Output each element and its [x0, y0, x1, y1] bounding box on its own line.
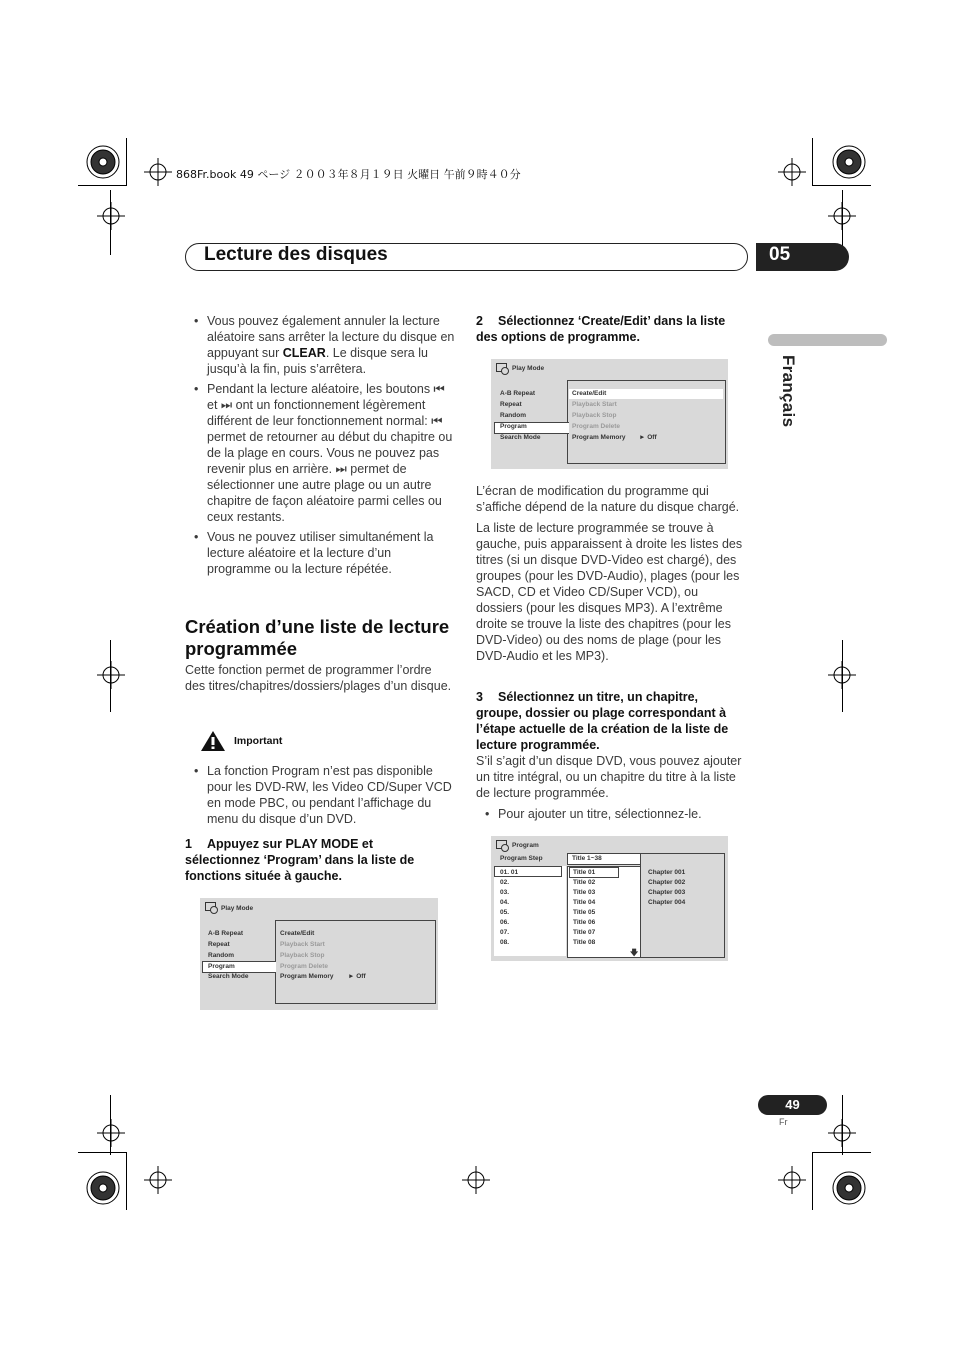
list-item: • Pendant la lecture aléatoire, les boutons ⏮ et ⏭ ont un fonctionnement légèrement différent de leur fonctionnement normal: ⏮ permet de retourner au début du chapitre ou de la plage en cours. Vous ne pouvez pas revenir plus en arrière. ⏭ permet de sélectionner une autre plage ou un autre chapitre de façon aléatoire parmi celles ou ceux restants.	[185, 381, 455, 525]
menu-item-repeat: Repeat	[208, 941, 230, 948]
option-playback-stop: Playback Stop	[572, 412, 617, 419]
option-playback-stop: Playback Stop	[280, 952, 325, 959]
step-3: 3 Sélectionnez un titre, un chapitre, groupe, dossier ou plage correspondant à l’étape actuelle de la création de la liste de lecture programmée.	[476, 690, 729, 752]
list-item: • Vous pouvez également annuler la lecture aléatoire sans arrêter la lecture du disque en appuyant sur CLEAR. Le disque sera lu jusqu’à la fin, puis s’arrêtera.	[185, 313, 455, 377]
list-item: 05.	[500, 909, 510, 916]
menu-item-ab-repeat: A-B Repeat	[500, 390, 536, 397]
list-item: Title 02	[573, 879, 596, 886]
step-1: 1 Appuyez sur PLAY MODE et sélectionnez ‘Program’ dans la liste de fonctions située à gauche.	[185, 837, 415, 883]
option-playback-start: Playback Start	[572, 401, 617, 408]
right-paragraphs	[476, 483, 744, 668]
list-item: Chapter 003	[648, 889, 686, 896]
list-item: • La fonction Program n’est pas disponible pour les DVD-RW, les Video CD/Super VCD en mode PBC, ou pendant l’affichage du menu du disque d’un DVD.	[185, 763, 457, 827]
list-item: 03.	[500, 889, 510, 896]
option-create-edit: Create/Edit	[280, 930, 315, 937]
list-item: Chapter 004	[648, 899, 686, 906]
bullet-list	[185, 313, 455, 577]
page-number: 49	[758, 1095, 827, 1115]
play-mode-screen	[200, 898, 438, 1010]
paragraph: L’écran de modification du programme qui s’affiche dépend de la nature du disque chargé.	[476, 484, 740, 514]
program-screen	[491, 836, 728, 961]
list-item: Title 05	[573, 909, 596, 916]
warning-icon	[200, 730, 226, 752]
arrow-down-icon: 🡇	[630, 948, 639, 957]
list-item: 06.	[500, 919, 510, 926]
step-2: 2 Sélectionnez ‘Create/Edit’ dans la liste des options de programme.	[476, 314, 726, 344]
option-create-edit: Create/Edit	[572, 390, 607, 397]
screen-title: Play Mode	[221, 905, 254, 912]
list-item: Title 07	[573, 929, 596, 936]
option-program-delete: Program Delete	[572, 423, 621, 430]
title-range-header: Title 1~38	[572, 855, 602, 862]
list-item: Title 04	[573, 899, 596, 906]
option-playback-start: Playback Start	[280, 941, 325, 948]
list-item: Title 01	[573, 869, 596, 876]
section-intro: Cette fonction permet de programmer l’ordre des titres/chapitres/dossiers/plages d’un disque.	[185, 663, 452, 693]
important-note	[185, 763, 457, 831]
disc-icon	[205, 902, 219, 914]
list-item: 02.	[500, 879, 510, 886]
menu-item-repeat: Repeat	[500, 401, 522, 408]
list-item: Title 08	[573, 939, 596, 946]
step-3-bullet	[476, 806, 744, 826]
play-mode-screen-create-edit	[491, 359, 728, 469]
menu-item-random: Random	[500, 412, 526, 419]
paragraph: La liste de lecture programmée se trouve à gauche, puis apparaissent à droite les listes des titres (si un disque DVD-Video est chargé), des groupes (pour les DVD-Audio), plages (pour les SACD, CD et Video CD/Super VCD), ou dossiers (pour les disques MP3). A l’extrême droite se trouve la liste des chapitres (pour les DVD-Video) ou des noms de plage (pour les DVD-Audio et les MP3).	[476, 521, 743, 663]
option-program-memory: Program Memory	[280, 973, 334, 980]
step-3-text: S’il s’agit d’un disque DVD, vous pouvez ajouter un titre intégral, ou un chapitre du titre à la liste de lecture programmée.	[476, 754, 742, 800]
page-lang: Fr	[779, 1117, 788, 1127]
list-item: Chapter 002	[648, 879, 686, 886]
option-program-delete: Program Delete	[280, 963, 329, 970]
list-item: • Vous ne pouvez utiliser simultanément la lecture aléatoire et la lecture d’un programme ou la lecture répétée.	[185, 529, 455, 577]
list-item: Title 06	[573, 919, 596, 926]
menu-item-program: Program	[208, 963, 235, 970]
menu-item-ab-repeat: A-B Repeat	[208, 930, 244, 937]
screen-title: Play Mode	[512, 365, 545, 372]
left-column	[185, 313, 455, 581]
page-title: Lecture des disques	[204, 244, 388, 265]
list-item: 04.	[500, 899, 510, 906]
program-memory-value: ► Off	[639, 434, 657, 441]
list-item: 01. 01	[500, 869, 519, 876]
menu-item-program: Program	[500, 423, 527, 430]
program-memory-value: ► Off	[348, 973, 366, 980]
disc-icon	[496, 840, 510, 852]
menu-item-search-mode: Search Mode	[500, 434, 541, 441]
option-program-memory: Program Memory	[572, 434, 626, 441]
print-header: 868Fr.book 49 ページ ２００３年８月１９日 火曜日 午前９時４０分	[176, 168, 521, 181]
list-item: Chapter 001	[648, 869, 686, 876]
list-item: • Pour ajouter un titre, sélectionnez-le.	[476, 806, 744, 822]
chapter-badge: 05	[756, 243, 849, 271]
language-tab	[768, 334, 887, 346]
program-step-header: Program Step	[500, 855, 543, 862]
disc-icon	[496, 363, 510, 375]
list-item: Title 03	[573, 889, 596, 896]
important-label: Important	[234, 735, 283, 747]
menu-item-search-mode: Search Mode	[208, 973, 249, 980]
language-label: Français	[779, 355, 798, 428]
list-item: 07.	[500, 929, 510, 936]
menu-item-random: Random	[208, 952, 234, 959]
list-item: 08.	[500, 939, 510, 946]
screen-title: Program	[512, 842, 539, 849]
section-title: Création d’une liste de lecture programmée	[185, 616, 450, 659]
